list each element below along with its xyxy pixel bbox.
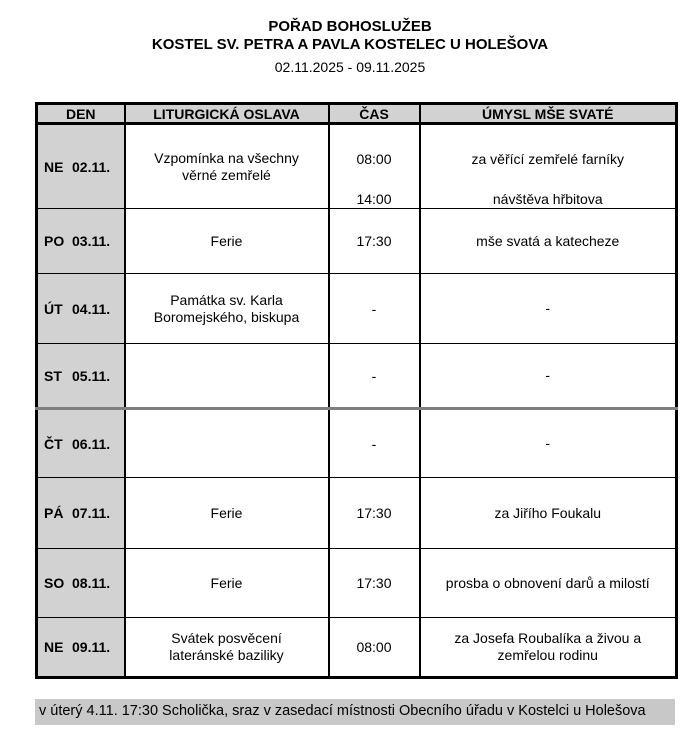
day-date: 09.11. xyxy=(72,639,111,655)
day-date: 03.11. xyxy=(72,233,111,249)
oslava-cell: Památka sv. Karla Boromejského, biskupa xyxy=(125,274,329,344)
cas-cell: 17:30 xyxy=(329,478,420,549)
table-row-po-03-11 xyxy=(37,209,677,274)
cas-cell: - xyxy=(329,409,420,478)
umysl-cell: prosba o obnovení darů a milostí xyxy=(420,549,677,618)
table-row-ne-09-11 xyxy=(37,618,677,678)
table-header-row xyxy=(37,104,677,124)
table-row-ct-06-11 xyxy=(37,409,677,478)
table-row-st-05-11 xyxy=(37,344,677,409)
column-header-cas: ČAS xyxy=(329,104,420,124)
day-cell xyxy=(37,274,125,344)
umysl-cell: za Josefa Roubalíka a živou a zemřelou rodinu xyxy=(420,618,677,678)
column-header-den: DEN xyxy=(37,104,125,124)
day-date: 08.11. xyxy=(72,575,111,591)
day-cell xyxy=(37,478,125,549)
umysl-cell: za Jiřího Foukalu xyxy=(420,478,677,549)
day-abbr: ÚT xyxy=(44,300,63,317)
cas-entry: 14:00 xyxy=(356,191,392,207)
cas-cell: 17:30 xyxy=(329,549,420,618)
date-range: 02.11.2025 - 09.11.2025 xyxy=(274,59,426,75)
umysl-cell: - xyxy=(420,274,677,344)
day-cell xyxy=(37,209,125,274)
umysl-cell xyxy=(420,124,677,209)
day-cell xyxy=(37,344,125,409)
umysl-entry: za věřící zemřelé farníky xyxy=(471,151,624,167)
umysl-entry: návštěva hřbitova xyxy=(492,191,603,207)
day-abbr: NE xyxy=(44,639,64,655)
footer-note: v úterý 4.11. 17:30 Scholička, sraz v zasedací místnosti Obecního úřadu v Kostelci u Holešova xyxy=(35,699,675,725)
umysl-cell: - xyxy=(420,344,677,409)
day-abbr: NE xyxy=(44,158,64,175)
document-title: POŘAD BOHOSLUŽEB xyxy=(268,18,432,35)
cas-cell: 17:30 xyxy=(329,209,420,274)
day-abbr: SO xyxy=(44,575,65,591)
cas-stack xyxy=(330,125,419,208)
cas-entry: 08:00 xyxy=(356,151,392,167)
cas-cell xyxy=(329,124,420,209)
day-abbr: ČT xyxy=(44,435,63,452)
table-row-pa-07-11 xyxy=(37,478,677,549)
day-abbr: PO xyxy=(44,233,65,249)
oslava-cell xyxy=(125,409,329,478)
oslava-cell: Ferie xyxy=(125,478,329,549)
oslava-cell: Vzpomínka na všechny věrné zemřelé xyxy=(125,124,329,209)
cas-cell: - xyxy=(329,344,420,409)
oslava-cell xyxy=(125,344,329,409)
day-date: 02.11. xyxy=(72,158,111,175)
day-date: 04.11. xyxy=(72,300,111,317)
document-heading xyxy=(0,18,700,76)
day-cell xyxy=(37,549,125,618)
column-header-umysl: ÚMYSL MŠE SVATÉ xyxy=(420,104,677,124)
day-abbr: PÁ xyxy=(44,505,64,521)
day-cell xyxy=(37,124,125,209)
day-cell xyxy=(37,618,125,678)
umysl-cell: mše svatá a katecheze xyxy=(420,209,677,274)
column-header-liturgicka-oslava: LITURGICKÁ OSLAVA xyxy=(125,104,329,124)
table-row-ut-04-11 xyxy=(37,274,677,344)
schedule-table xyxy=(35,102,678,679)
church-name: KOSTEL SV. PETRA A PAVLA KOSTELEC U HOLEŠOVA xyxy=(151,36,549,53)
umysl-cell: - xyxy=(420,409,677,478)
day-cell xyxy=(37,409,125,478)
day-date: 05.11. xyxy=(72,367,111,384)
oslava-cell: Svátek posvěcení lateránské baziliky xyxy=(125,618,329,678)
oslava-cell: Ferie xyxy=(125,209,329,274)
cas-cell: - xyxy=(329,274,420,344)
table-row-ne-02-11 xyxy=(37,124,677,209)
day-abbr: ST xyxy=(44,367,62,384)
day-date: 06.11. xyxy=(72,435,111,452)
cas-cell: 08:00 xyxy=(329,618,420,678)
umysl-stack xyxy=(429,125,668,208)
table-row-so-08-11 xyxy=(37,549,677,618)
day-date: 07.11. xyxy=(72,505,111,521)
oslava-cell: Ferie xyxy=(125,549,329,618)
